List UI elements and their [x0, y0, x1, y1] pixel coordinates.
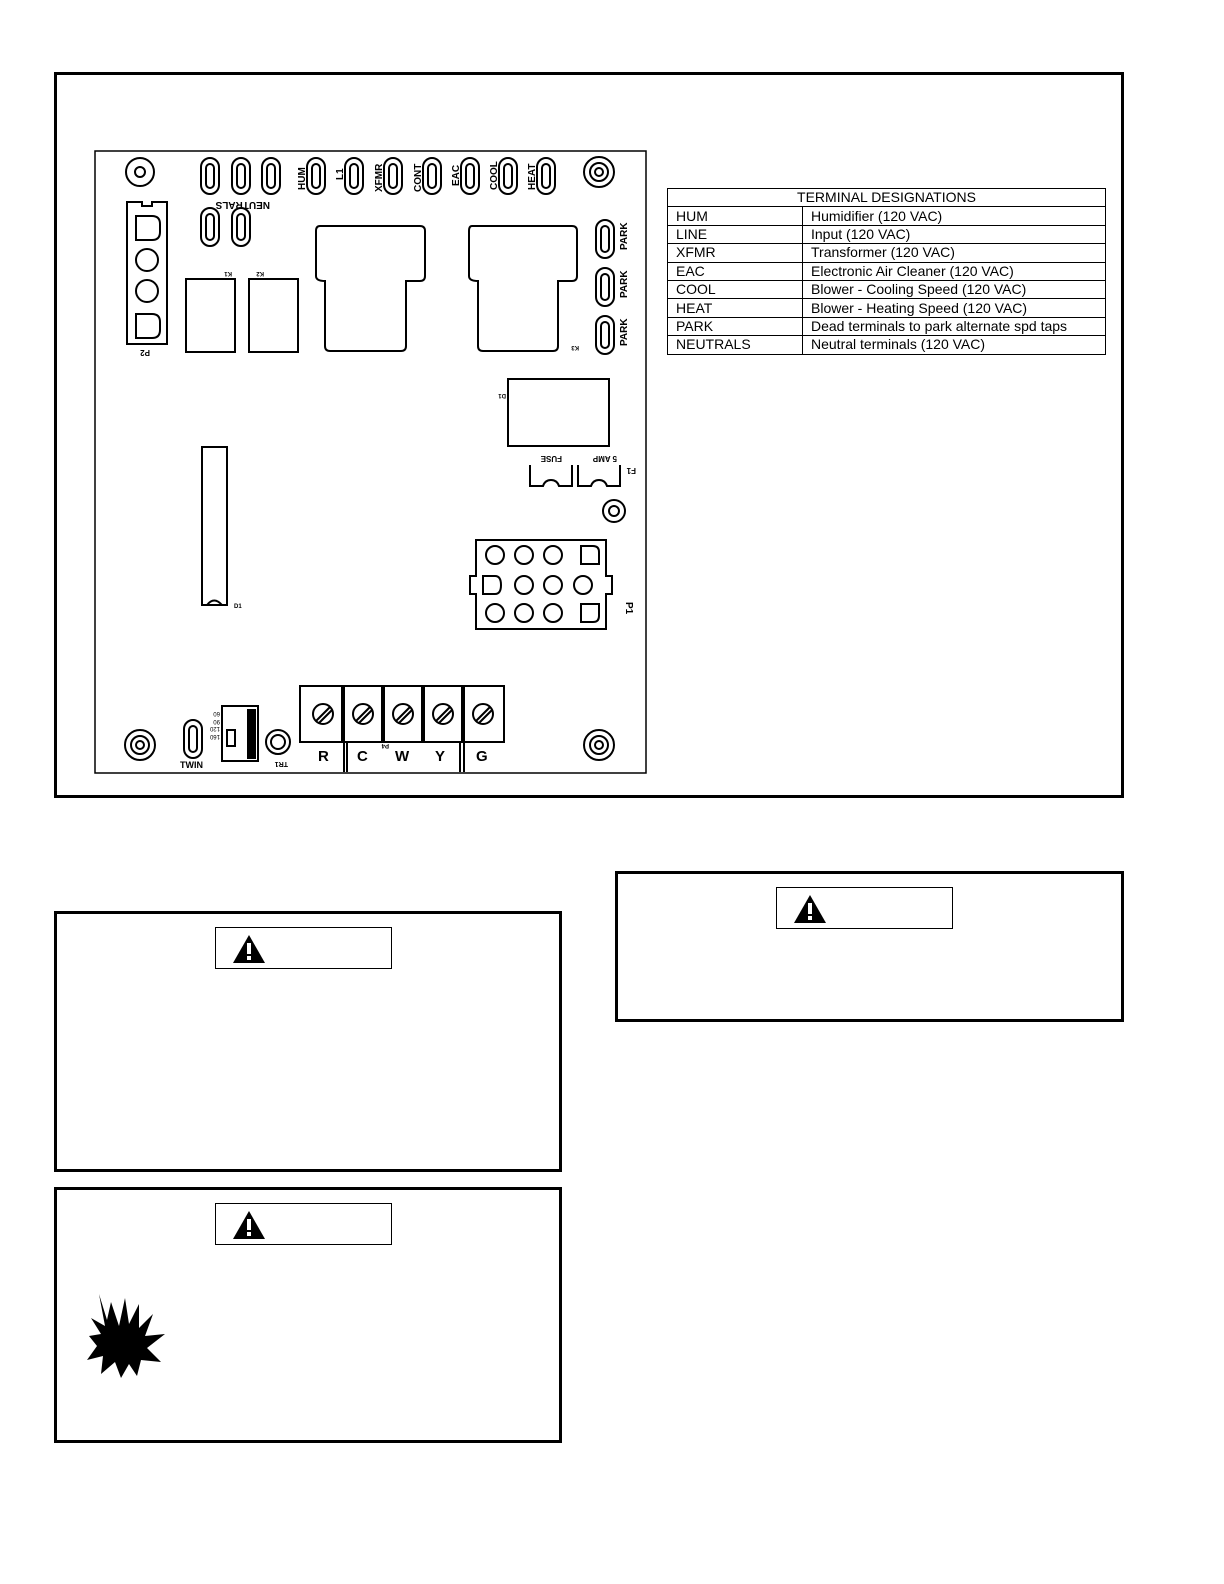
- terminal-description: Blower - Cooling Speed (120 VAC): [803, 280, 1106, 298]
- terminal-r-label: R: [318, 748, 329, 765]
- p1-connector: [470, 540, 612, 629]
- control-board-diagram: [94, 150, 648, 776]
- terminal-code: PARK: [668, 317, 803, 335]
- terminal-code: LINE: [668, 225, 803, 243]
- warning-signal-header: [776, 887, 953, 929]
- f1-label: F1: [626, 466, 636, 475]
- table-row: [668, 317, 1106, 335]
- terminal-screw-icon: [393, 704, 413, 724]
- neutrals-label: NEUTRALS: [215, 199, 270, 210]
- terminal-code: HEAT: [668, 299, 803, 317]
- xfmr-label: XFMR: [374, 163, 385, 192]
- park-label: PARK: [619, 270, 630, 298]
- table-row: [668, 244, 1106, 262]
- warning-triangle-icon: [793, 894, 827, 924]
- p1-label: P1: [623, 602, 634, 615]
- delay-120-label: 120: [209, 725, 220, 731]
- mounting-hole-icon: [125, 730, 155, 760]
- table-row: [668, 280, 1106, 298]
- park-label: PARK: [619, 222, 630, 250]
- terminal-description: Blower - Heating Speed (120 VAC): [803, 299, 1106, 317]
- terminal-description: Neutral terminals (120 VAC): [803, 336, 1106, 354]
- fuse: [530, 465, 620, 486]
- k1-label: K1: [224, 270, 232, 276]
- terminal-description: Transformer (120 VAC): [803, 244, 1106, 262]
- warning-box: [54, 911, 562, 1172]
- mounting-hole-icon: [603, 500, 625, 522]
- p2-connector: [127, 202, 167, 344]
- d1-component-label: D1: [234, 604, 242, 610]
- terminal-code: EAC: [668, 262, 803, 280]
- fuse-amp-label: 5 AMP: [592, 454, 617, 463]
- terminal-description: Humidifier (120 VAC): [803, 207, 1106, 225]
- mounting-hole-icon: [584, 730, 614, 760]
- terminal-code: COOL: [668, 280, 803, 298]
- table-row: [668, 262, 1106, 280]
- warning-signal-header: [215, 1203, 392, 1245]
- heating-relay: [469, 226, 577, 351]
- heat-label: HEAT: [527, 163, 538, 190]
- park-label: PARK: [619, 318, 630, 346]
- k2-label: K2: [256, 270, 264, 276]
- k2-relay: [249, 279, 298, 352]
- table-row: [668, 207, 1106, 225]
- hum-label: HUM: [297, 167, 308, 190]
- terminal-designations-table: [667, 188, 1106, 355]
- terminal-description: Dead terminals to park alternate spd taps: [803, 317, 1106, 335]
- mounting-hole-icon: [584, 157, 614, 187]
- warning-signal-header: [215, 927, 392, 969]
- p2-label: P2: [140, 348, 150, 357]
- delay-60-label: 60: [213, 710, 220, 716]
- l1-label: L1: [335, 168, 346, 180]
- explosion-icon: [85, 1290, 167, 1380]
- p4-label: P4: [381, 742, 389, 748]
- table-row: [668, 336, 1106, 354]
- table-row: [668, 225, 1106, 243]
- transformer-block: [508, 379, 609, 446]
- terminal-description: Electronic Air Cleaner (120 VAC): [803, 262, 1106, 280]
- k3-label: K3: [571, 344, 579, 350]
- table-title: TERMINAL DESIGNATIONS: [668, 189, 1106, 207]
- warning-box: [54, 1187, 562, 1443]
- mounting-hole-icon: [126, 158, 154, 186]
- warning-triangle-icon: [232, 934, 266, 964]
- cool-label: COOL: [489, 161, 500, 190]
- cooling-relay: [316, 226, 425, 351]
- twin-label: TWIN: [180, 760, 203, 770]
- table-row: [668, 299, 1106, 317]
- terminal-g-label: G: [476, 748, 488, 765]
- terminal-code: HUM: [668, 207, 803, 225]
- tr-label: TR1: [274, 760, 288, 767]
- terminal-y-label: Y: [435, 748, 446, 765]
- mounting-hole-icon: [266, 730, 290, 754]
- terminal-c-label: C: [357, 748, 368, 765]
- terminal-description: Input (120 VAC): [803, 225, 1106, 243]
- terminal-code: XFMR: [668, 244, 803, 262]
- delay-90-label: 90: [213, 718, 220, 724]
- terminal-screw-icon: [433, 704, 453, 724]
- vertical-component: [202, 447, 227, 605]
- terminal-screw-icon: [313, 704, 333, 724]
- warning-box: [615, 871, 1124, 1022]
- delay-160-label: 160: [209, 733, 220, 739]
- d1-label: D1: [498, 392, 506, 398]
- k1-relay: [186, 279, 235, 352]
- terminal-screw-icon: [473, 704, 493, 724]
- fuse-label: FUSE: [540, 454, 562, 463]
- cont-label: CONT: [413, 163, 424, 192]
- terminal-code: NEUTRALS: [668, 336, 803, 354]
- terminal-screw-icon: [353, 704, 373, 724]
- warning-triangle-icon: [232, 1210, 266, 1240]
- eac-label: EAC: [451, 164, 462, 186]
- terminal-w-label: W: [395, 748, 410, 765]
